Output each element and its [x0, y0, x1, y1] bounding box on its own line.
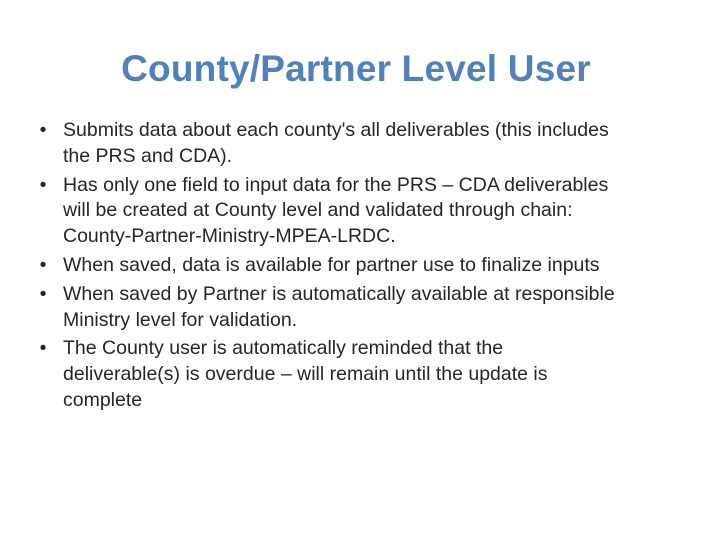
bullet-text: Submits data about each county's all deliverables (this includes the PRS and CDA).	[63, 119, 609, 167]
slide-title: County/Partner Level User	[121, 48, 591, 89]
bullet-text: The County user is automatically reminded that the deliverable(s) is overdue – will remain until the update is complete	[63, 337, 548, 411]
bullet-list	[36, 118, 616, 417]
bullet-dot-icon: •	[39, 173, 47, 196]
bullet-item	[36, 118, 616, 170]
bullet-dot-icon: •	[39, 337, 47, 360]
bullet-dot-icon: •	[39, 253, 47, 276]
bullet-dot-icon: •	[39, 119, 47, 141]
bullet-text: Has only one field to input data for the PRS – CDA deliverables will be created at County level and validated through chain: County-Partner-Ministry-MPEA-LRDC.	[63, 173, 609, 248]
bullet-text: When saved, data is available for partner use to finalize inputs	[63, 253, 600, 276]
bullet-text: When saved by Partner is automatically available at responsible Ministry level for validation.	[63, 282, 615, 331]
bullet-item	[36, 173, 616, 250]
bullet-item	[36, 253, 616, 279]
bullet-item	[36, 336, 616, 413]
bullet-item	[36, 282, 616, 334]
bullet-dot-icon: •	[39, 282, 47, 305]
